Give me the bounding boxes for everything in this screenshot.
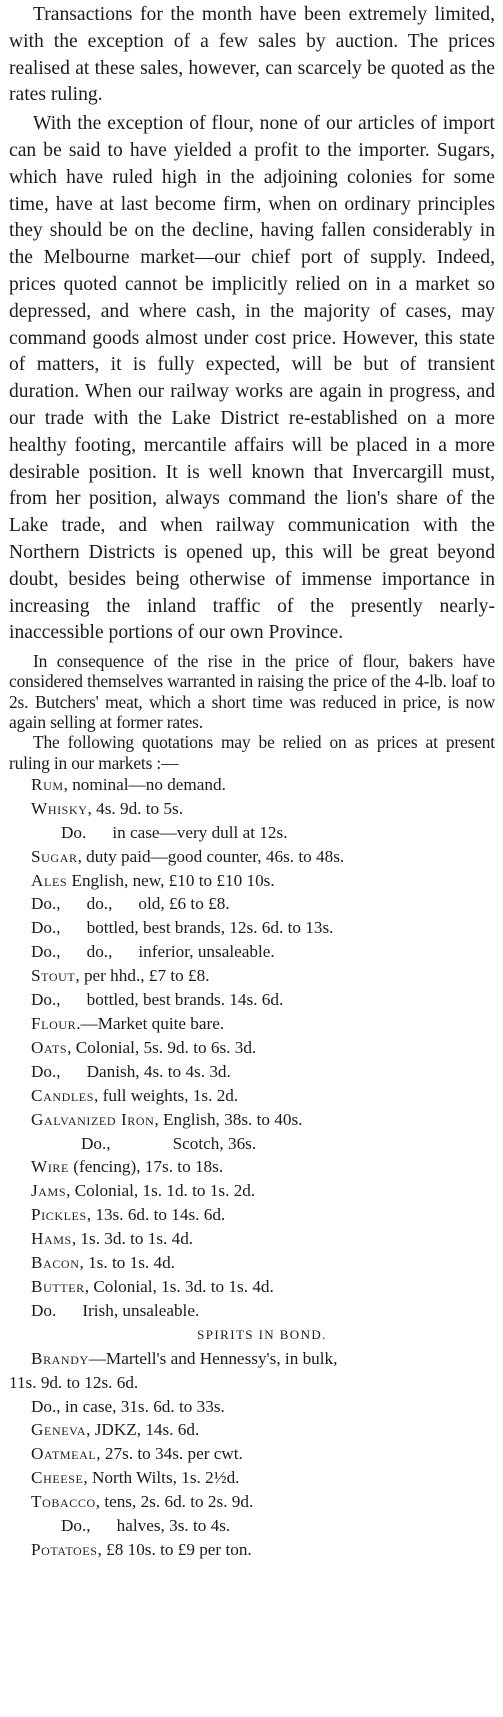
quote-item: Stout xyxy=(31,966,76,986)
quote-item: Brandy xyxy=(31,1348,89,1368)
quote-price: , duty paid—good counter, 46s. to 48s. xyxy=(77,846,345,866)
quote-price: , North Wilts, 1s. 2½d. xyxy=(83,1468,240,1488)
quote-item: Hams xyxy=(31,1229,72,1249)
paragraph-quotations-intro: The following quotations may be relied on as prices at present ruling in our markets :— xyxy=(9,732,495,773)
quote-price: , 4s. 9d. to 5s. xyxy=(87,798,183,818)
quote-line-ales-old xyxy=(9,892,495,916)
quote-item: Sugar xyxy=(31,846,78,866)
quote-item: Pickles xyxy=(31,1205,87,1225)
quote-line-butter-irish xyxy=(9,1299,495,1323)
quote-price: , nominal—no demand. xyxy=(63,774,226,794)
quote-price: , JDKZ, 14s. 6d. xyxy=(86,1420,200,1440)
quote-line-brandy-case xyxy=(9,1395,495,1419)
price-quotations-list xyxy=(9,773,495,1562)
quote-price: Danish, 4s. to 4s. 3d. xyxy=(86,1061,231,1081)
quote-item: Oats xyxy=(31,1037,68,1057)
quote-price: , 13s. 6d. to 14s. 6d. xyxy=(86,1205,226,1225)
quote-line-oats-colonial xyxy=(9,1036,495,1060)
quote-price: —Martell's and Hennessy's, in bulk, xyxy=(88,1348,338,1368)
quote-line-brandy-price xyxy=(9,1371,495,1395)
quote-price: halves, 3s. to 4s. xyxy=(116,1516,231,1536)
quote-item: Do., xyxy=(31,942,61,962)
quote-line-tobacco-tens xyxy=(9,1490,495,1514)
quote-line-whisky xyxy=(9,797,495,821)
quote-item: Flour xyxy=(31,1013,77,1033)
quote-item: Do., xyxy=(31,1061,61,1081)
quote-item: Bacon xyxy=(31,1253,80,1273)
quote-line-bacon xyxy=(9,1251,495,1275)
quote-ditto: do., xyxy=(86,942,113,962)
quote-item: Tobacco xyxy=(31,1492,96,1512)
quote-item: Do. xyxy=(61,822,87,842)
quote-price: in case, 31s. 6d. to 33s. xyxy=(64,1396,225,1416)
quote-item: Do., xyxy=(61,1516,91,1536)
quote-line-candles xyxy=(9,1084,495,1108)
quote-line-stout-bottled xyxy=(9,988,495,1012)
quote-item: Do., xyxy=(31,990,61,1010)
quote-line-oats-danish xyxy=(9,1060,495,1084)
quote-line-ales-bottled xyxy=(9,916,495,940)
quote-price: .—Market quite bare. xyxy=(76,1013,225,1033)
quote-item: Potatoes xyxy=(31,1540,98,1559)
quote-price: Scotch, 36s. xyxy=(172,1133,257,1153)
quote-line-rum xyxy=(9,773,495,797)
quote-item: Whisky xyxy=(31,798,88,818)
quote-line-oatmeal xyxy=(9,1442,495,1466)
quote-line-jams xyxy=(9,1179,495,1203)
quote-price: bottled, best brands. 14s. 6d. xyxy=(86,990,284,1010)
paragraph-transactions: Transactions for the month have been extremely limited, with the exception of a few sales by auction. The prices realised at these sales, however, can scarcely be quoted as the rates ruling. xyxy=(9,4,495,106)
quote-item: Rum xyxy=(31,774,64,794)
quote-line-sugar xyxy=(9,845,495,869)
paragraph-imports: With the exception of flour, none of our articles of import can be said to have yielded a profit to the importer. Sugars, which have ruled high in the adjoining colonies for some time, have at last become firm, when on ordinary principles they should be on the decline, having fallen considerably in the Melbourne market—our chief port of supply. Indeed, prices quoted cannot be implicitly relied on in a market so depressed, and where cash, in the majority of cases, may command goods almost under cost price. However, this state of matters, it is fully expected, will be but of transient duration. When our railway works are again in progress, and our trade with the Lake District re-established on a more healthy footing, mercantile affairs will be placed in a more desirable position. It is well known that Invercargill must, from her position, always command the lion's share of the Lake trade, and when railway communication with the Northern Districts is opened up, this will be great beyond doubt, besides being otherwise of immense importance in increasing the inland traffic of the presently nearly-inaccessible portions of our own Province. xyxy=(9,113,495,644)
quote-line-pickles xyxy=(9,1203,495,1227)
quote-item: Do., xyxy=(31,918,61,938)
quote-price: in case—very dull at 12s. xyxy=(112,822,288,842)
quote-line-ales-inferior xyxy=(9,940,495,964)
quote-price: , tens, 2s. 6d. to 2s. 9d. xyxy=(95,1492,254,1512)
quote-line-butter-colonial xyxy=(9,1275,495,1299)
quote-line-hams xyxy=(9,1227,495,1251)
quote-line-whisky-case xyxy=(9,821,495,845)
quote-line-potatoes xyxy=(9,1538,495,1562)
quote-line-cheese xyxy=(9,1466,495,1490)
quote-line-ales-new xyxy=(9,869,495,893)
quote-price: , 1s. to 1s. 4d. xyxy=(79,1253,175,1273)
quote-item: Do., xyxy=(31,894,61,914)
quote-line-wire xyxy=(9,1155,495,1179)
quote-price: (fencing), 17s. to 18s. xyxy=(68,1157,224,1177)
quote-line-stout xyxy=(9,964,495,988)
quote-price: Irish, unsaleable. xyxy=(82,1300,200,1320)
quote-ditto: do., xyxy=(86,894,113,914)
quote-item: Do. xyxy=(31,1300,57,1320)
quote-line-iron-scotch xyxy=(9,1132,495,1156)
quote-price: , 1s. 3d. to 1s. 4d. xyxy=(71,1229,194,1249)
paragraph-flour-prices: In consequence of the rise in the price of flour, bakers have considered themselves warranted in raising the price of the 4-lb. loaf to 2s. Butchers' meat, which a short time was reduced in price, is now again selling at former rates. xyxy=(9,651,495,733)
quote-price: , Colonial, 1s. 3d. to 1s. 4d. xyxy=(84,1276,274,1296)
quote-price: , Colonial, 1s. 1d. to 1s. 2d. xyxy=(66,1181,256,1201)
quote-item: Do., xyxy=(81,1133,111,1153)
quote-price: , £8 10s. to £9 per ton. xyxy=(97,1540,252,1559)
quote-item: Geneva xyxy=(31,1420,87,1440)
spirits-in-bond-heading: SPIRITS IN BOND. xyxy=(197,1326,327,1342)
quote-line-tobacco-halves xyxy=(9,1514,495,1538)
quote-price: English, new, £10 to £10 10s. xyxy=(67,870,275,890)
quote-price: , 27s. to 34s. per cwt. xyxy=(96,1444,243,1464)
quote-price: bottled, best brands, 12s. 6d. to 13s. xyxy=(86,918,334,938)
quote-item: Oatmeal xyxy=(31,1444,97,1464)
quote-item: Jams xyxy=(31,1181,67,1201)
quote-line-iron-english xyxy=(9,1108,495,1132)
quote-price: , per hhd., £7 to £8. xyxy=(75,966,210,986)
quote-price: inferior, unsaleable. xyxy=(138,942,275,962)
quote-line-geneva xyxy=(9,1418,495,1442)
quote-price: old, £6 to £8. xyxy=(138,894,230,914)
quote-line-brandy xyxy=(9,1347,495,1371)
quote-price: 11s. 9d. to 12s. 6d. xyxy=(9,1372,139,1392)
quote-item: Butter xyxy=(31,1276,85,1296)
quote-item: Cheese xyxy=(31,1468,84,1488)
quote-item: Candles xyxy=(31,1085,94,1105)
quote-price: , full weights, 1s. 2d. xyxy=(94,1085,239,1105)
quote-item: Do., xyxy=(31,1396,61,1416)
quote-price: , English, 38s. to 40s. xyxy=(154,1109,303,1129)
quote-price: , Colonial, 5s. 9d. to 6s. 3d. xyxy=(67,1037,257,1057)
quote-item: Ales xyxy=(31,870,68,890)
quote-item: Wire xyxy=(31,1157,69,1177)
quote-line-flour xyxy=(9,1012,495,1036)
quote-item: Galvanized Iron xyxy=(31,1109,155,1129)
